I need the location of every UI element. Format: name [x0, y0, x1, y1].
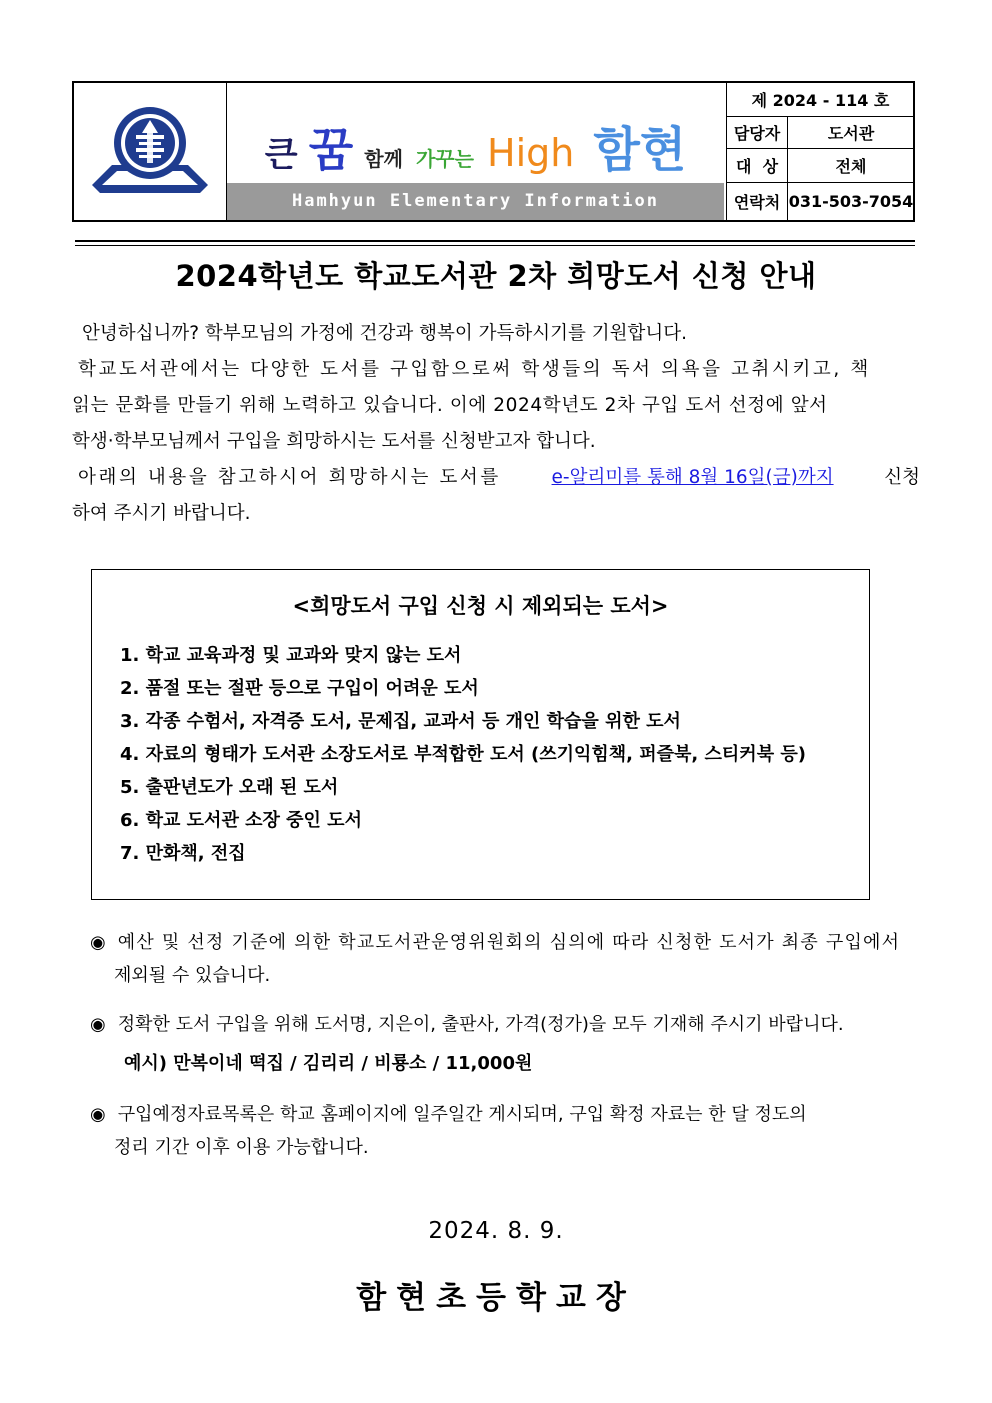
info-table — [726, 83, 914, 220]
list-item: 3. 각종 수험서, 자격증 도서, 문제집, 교과서 등 개인 학습을 위한 도서 — [120, 711, 681, 732]
slogan-school-name: 함현 — [593, 122, 687, 178]
example-text: 예시) 만복이네 떡집 / 김리리 / 비룡소 / 11,000원 — [124, 1053, 533, 1074]
paragraph-text: 아래의 내용을 참고하시어 희망하시는 도서를 — [78, 467, 501, 488]
newsletter-header — [72, 81, 915, 222]
note-3 — [90, 1098, 920, 1164]
list-item: 1. 학교 교육과정 및 교과와 맞지 않는 도서 — [120, 645, 462, 666]
info-key: 연락처 — [727, 183, 788, 220]
signer: 함현초등학교장 — [356, 1280, 636, 1316]
paragraph-text: 학교도서관에서는 다양한 도서를 구입함으로써 학생들의 독서 의욕을 고취시키고, 책 — [78, 359, 871, 380]
paragraph-line — [72, 388, 920, 424]
list-item: 6. 학교 도서관 소장 중인 도서 — [120, 810, 362, 831]
deadline-link[interactable]: e-알리미를 통해 8월 16일(금)까지 — [551, 467, 834, 488]
bullet-icon: ◉ — [90, 932, 106, 953]
paragraph-line — [72, 352, 920, 388]
note-text: 제외될 수 있습니다. — [114, 965, 271, 986]
info-row-target — [727, 149, 914, 183]
info-row-contact — [727, 183, 914, 220]
list-item: 5. 출판년도가 오래 된 도서 — [120, 777, 339, 798]
list-item: 2. 품절 또는 절판 등으로 구입이 어려운 도서 — [120, 678, 479, 699]
slogan-word: 꿈 — [308, 123, 354, 177]
document-title: 2024학년도 학교도서관 2차 희망도서 신청 안내 — [175, 259, 817, 293]
info-key: 대 상 — [727, 149, 788, 182]
paragraph-text: 신청 — [884, 467, 920, 488]
note-text: 정확한 도서 구입을 위해 도서명, 지은이, 출판사, 가격(정가)을 모두 기재해 주시기 바랍니다. — [117, 1014, 844, 1035]
info-value: 전체 — [835, 157, 867, 176]
slogan-word: High — [487, 131, 575, 175]
paragraph-line: 하여 주시기 바랍니다. — [72, 503, 251, 524]
english-name-bar: Hamhyun Elementary Information — [227, 183, 724, 220]
list-item: 7. 만화책, 전집 — [120, 843, 246, 864]
school-slogan — [227, 111, 724, 180]
exclusion-title: <희망도서 구입 신청 시 제외되는 도서> — [292, 594, 669, 618]
exclusion-list — [120, 639, 806, 870]
slogan-word: 가꾸는 — [415, 147, 474, 171]
title-cell — [227, 83, 724, 220]
info-row-manager — [727, 116, 914, 149]
note-text: 구입예정자료목록은 학교 홈페이지에 일주일간 게시되며, 구입 확정 자료는 한 달 정도의 — [117, 1104, 807, 1125]
issue-date: 2024. 8. 9. — [428, 1218, 564, 1244]
paragraph-text: 읽는 문화를 만들기 위해 노력하고 있습니다. 이에 2024학년도 2차 구입 도서 선정에 앞서 — [72, 395, 828, 416]
info-value: 031-503-7054 — [788, 192, 914, 211]
info-key: 담당자 — [727, 116, 788, 148]
info-value: 도서관 — [827, 123, 875, 143]
body-text — [72, 316, 920, 532]
list-item: 4. 자료의 형태가 도서관 소장도서로 부적합한 도서 (쓰기익힘책, 퍼즐북, 스티커북 등) — [120, 744, 806, 765]
note-text: 예산 및 선정 기준에 의한 학교도서관운영위원회의 심의에 따라 신청한 도서가 최종 구입에서 — [117, 932, 901, 953]
note-2 — [90, 1008, 920, 1041]
issue-number: 제 2024 - 114 호 — [727, 83, 914, 117]
note-1 — [90, 926, 920, 992]
note-text: 정리 기간 이후 이용 가능합니다. — [114, 1137, 369, 1158]
divider-thin — [75, 245, 915, 246]
bullet-icon: ◉ — [90, 1014, 106, 1035]
paragraph-line: 안녕하십니까? 학부모님의 가정에 건강과 행복이 가득하시기를 기원합니다. — [82, 323, 687, 344]
paragraph-line: 학생·학부모님께서 구입을 희망하시는 도서를 신청받고자 합니다. — [72, 431, 596, 452]
paragraph-line — [72, 460, 920, 496]
exclusion-box — [91, 569, 870, 900]
school-logo-cell — [74, 83, 227, 220]
bullet-icon: ◉ — [90, 1104, 106, 1125]
slogan-word: 함께 — [364, 147, 403, 171]
divider-thick — [75, 240, 915, 242]
school-emblem-icon — [90, 103, 210, 199]
slogan-word: 큰 — [264, 135, 298, 175]
